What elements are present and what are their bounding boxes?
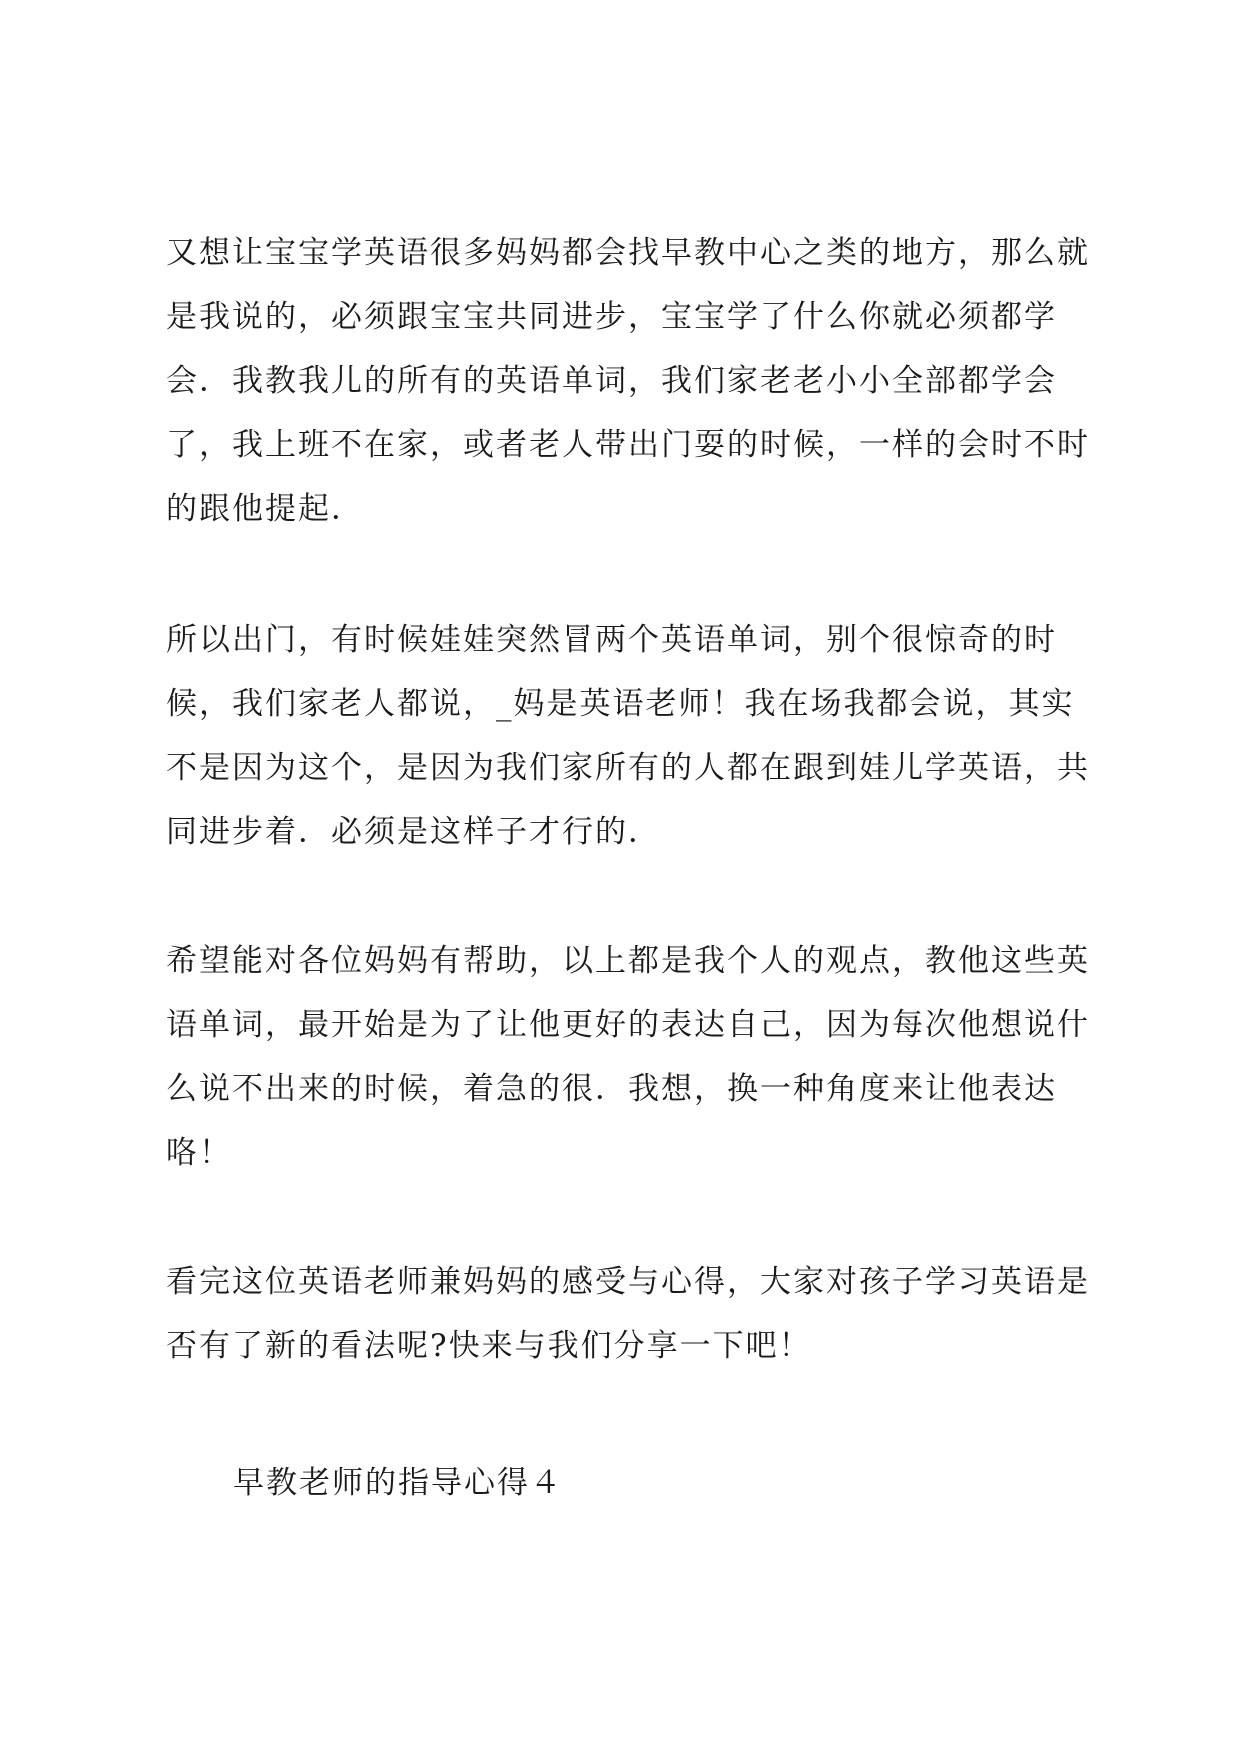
paragraph-line: 看完这位英语老师兼妈妈的感受与心得，大家对孩子学习英语是 xyxy=(166,1264,1090,1300)
paragraph-line: 会．我教我儿的所有的英语单词，我们家老老小小全部都学会 xyxy=(166,363,1057,399)
paragraph-line: 所以出门，有时候娃娃突然冒两个英语单词，别个很惊奇的时 xyxy=(166,622,1057,658)
paragraph-line: 咯！ xyxy=(166,1135,232,1171)
paragraph-2 xyxy=(166,608,1096,864)
paragraph-line: 同进步着．必须是这样子才行的． xyxy=(166,814,661,850)
paragraph-line: 不是因为这个，是因为我们家所有的人都在跟到娃儿学英语，共 xyxy=(166,750,1090,786)
paragraph-line: 否有了新的看法呢?快来与我们分享一下吧！ xyxy=(166,1328,812,1364)
paragraph-line: 又想让宝宝学英语很多妈妈都会找早教中心之类的地方，那么就 xyxy=(166,235,1090,271)
paragraph-1 xyxy=(166,221,1096,541)
paragraph-3 xyxy=(166,929,1096,1185)
paragraph-line: 了，我上班不在家，或者老人带出门耍的时候，一样的会时不时 xyxy=(166,427,1090,463)
paragraph-line: 语单词，最开始是为了让他更好的表达自己，因为每次他想说什 xyxy=(166,1007,1090,1043)
paragraph-line: 候，我们家老人都说，_妈是英语老师！我在场我都会说，其实 xyxy=(166,686,1075,722)
section-heading: 早教老师的指导心得４ xyxy=(233,1465,563,1501)
paragraph-4 xyxy=(166,1250,1096,1378)
paragraph-line: 的跟他提起． xyxy=(166,491,364,527)
paragraph-line: 么说不出来的时候，着急的很．我想，换一种角度来让他表达 xyxy=(166,1071,1057,1107)
paragraph-line: 希望能对各位妈妈有帮助，以上都是我个人的观点，教他这些英 xyxy=(166,943,1090,979)
paragraph-line: 是我说的，必须跟宝宝共同进步，宝宝学了什么你就必须都学 xyxy=(166,299,1057,335)
